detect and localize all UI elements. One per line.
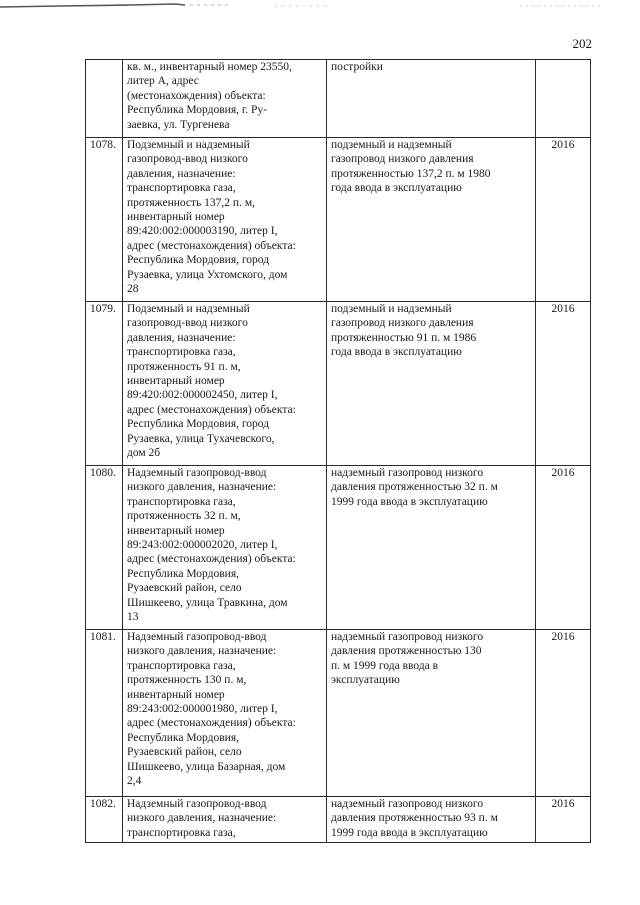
- row-number: [86, 60, 123, 138]
- row-number: 1079.: [86, 302, 123, 466]
- transfer-year: 2016: [536, 630, 591, 797]
- transfer-year: 2016: [536, 302, 591, 466]
- object-characteristics: постройки: [327, 60, 536, 138]
- table-row: [86, 302, 591, 466]
- object-name: кв. м., инвентарный номер 23550, литер А, адрес (местонахождения) объекта: Республика Мордовия, г. Ру- заевка, ул. Тургенева: [123, 60, 327, 138]
- object-characteristics: надземный газопровод низкого давления протяженностью 93 п. м 1999 года ввода в эксплуатацию: [327, 797, 536, 843]
- transfer-year: [536, 60, 591, 138]
- table-row: [86, 466, 591, 630]
- table-row: [86, 60, 591, 138]
- transfer-year: 2016: [536, 797, 591, 843]
- object-name: Надземный газопровод-ввод низкого давления, назначение: транспортировка газа, протяженность 32 п. м, инвентарный номер 89:243:002:000002020, литер I, адрес (местонахождения) объекта: Республика Мордовия, Рузаевский район, село Шишкеево, улица Травкина, дом 13: [123, 466, 327, 630]
- scan-edge-artifact: [0, 0, 640, 14]
- row-number: 1080.: [86, 466, 123, 630]
- object-name: Надземный газопровод-ввод низкого давления, назначение: транспортировка газа, протяженность 130 п. м, инвентарный номер 89:243:002:000001980, литер I, адрес (местонахождения) объекта: Республика Мордовия, Рузаевский район, село Шишкеево, улица Базарная, дом 2,4: [123, 630, 327, 797]
- property-registry-table: [85, 59, 591, 843]
- transfer-year: 2016: [536, 138, 591, 302]
- table-row: [86, 797, 591, 843]
- object-characteristics: надземный газопровод низкого давления протяженностью 32 п. м 1999 года ввода в эксплуатацию: [327, 466, 536, 630]
- row-number: 1078.: [86, 138, 123, 302]
- page-number: 202: [572, 36, 592, 51]
- object-characteristics: надземный газопровод низкого давления протяженностью 130 п. м 1999 года ввода в эксплуатацию: [327, 630, 536, 797]
- object-characteristics: подземный и надземный газопровод низкого давления протяженностью 91 п. м 1986 года ввода в эксплуатацию: [327, 302, 536, 466]
- object-name: Подземный и надземный газопровод-ввод низкого давления, назначение: транспортировка газа, протяженность 137,2 п. м, инвентарный номер 89:420:002:000003190, литер I, адрес (местонахождения) объекта: Республика Мордовия, город Рузаевка, улица Ухтомского, дом 28: [123, 138, 327, 302]
- row-number: 1082.: [86, 797, 123, 843]
- transfer-year: 2016: [536, 466, 591, 630]
- object-name: Надземный газопровод-ввод низкого давления, назначение: транспортировка газа,: [123, 797, 327, 843]
- row-number: 1081.: [86, 630, 123, 797]
- object-characteristics: подземный и надземный газопровод низкого давления протяженностью 137,2 п. м 1980 года ввода в эксплуатацию: [327, 138, 536, 302]
- table-row: [86, 138, 591, 302]
- table-row: [86, 630, 591, 797]
- object-name: Подземный и надземный газопровод-ввод низкого давления, назначение: транспортировка газа, протяженность 91 п. м, инвентарный номер 89:420:002:000002450, литер I, адрес (местонахождения) объекта: Республика Мордовия, город Рузаевка, улица Тухачевского, дом 2б: [123, 302, 327, 466]
